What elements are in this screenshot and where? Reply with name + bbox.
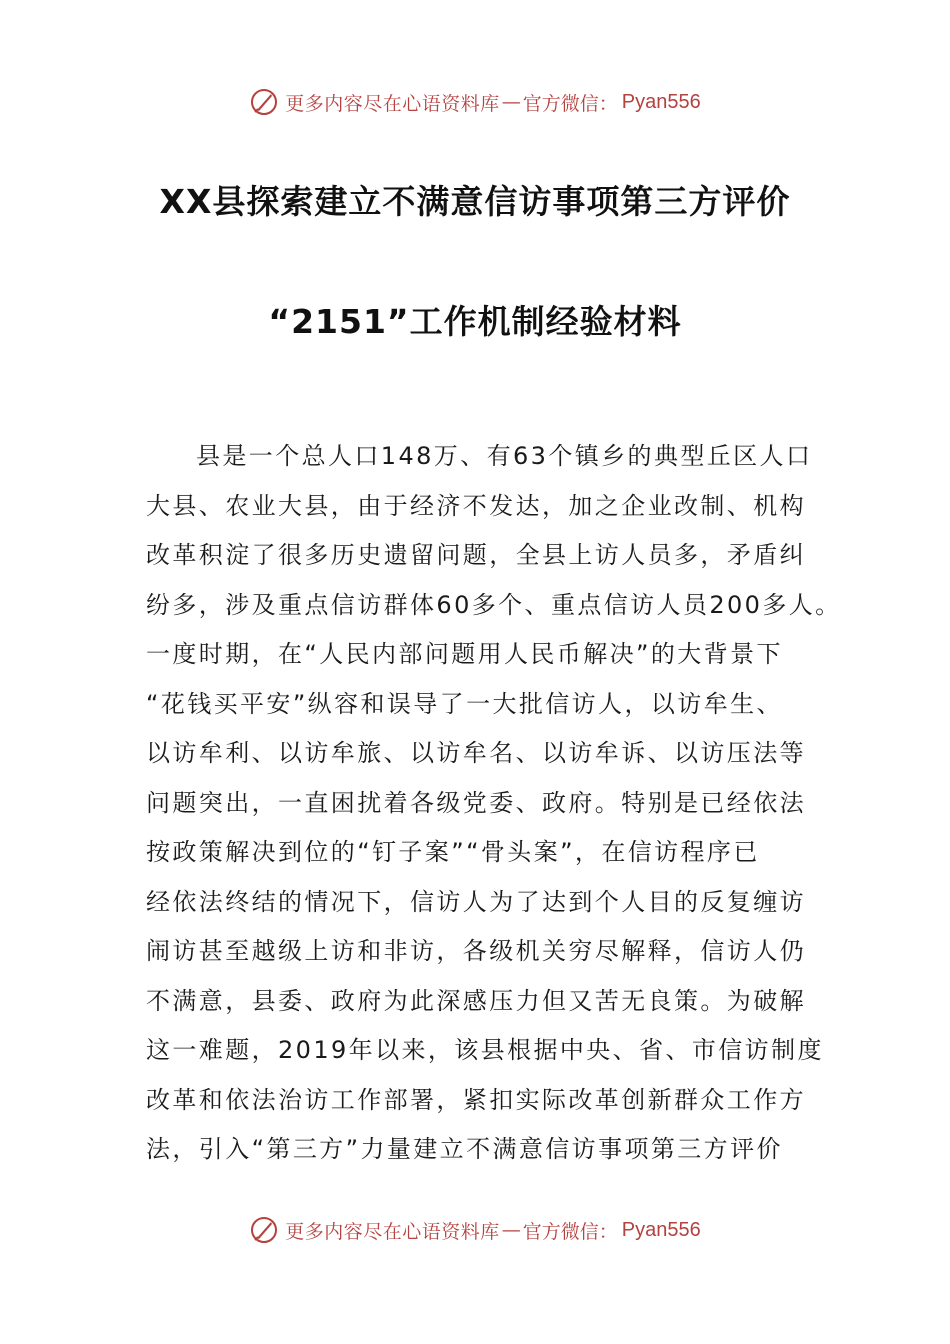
footer-banner <box>0 1210 950 1250</box>
paragraph-line: 改革积淀了很多历史遗留问题，全县上访人员多，矛盾纠 <box>146 541 806 569</box>
document-title-line-1: XX县探索建立不满意信访事项第三方评价 <box>159 182 791 221</box>
paragraph-line: 不满意，县委、政府为此深感压力但又苦无良策。为破解 <box>146 986 806 1015</box>
paragraph-line: 改革和依法治访工作部署，紧扣实际改革创新群众工作方 <box>146 1085 806 1114</box>
paragraph-line: 问题突出，一直困扰着各级党委、政府。特别是已经依法 <box>146 788 806 817</box>
paragraph-line: 县是一个总人口148万、有63个镇乡的典型丘区人口 <box>196 442 813 470</box>
quill-logo-icon <box>249 1215 279 1245</box>
quill-logo-icon <box>249 87 279 117</box>
banner-label: 官方微信： <box>522 92 618 115</box>
document-title-line-2: “2151”工作机制经验材料 <box>268 302 682 341</box>
banner-wechat-id: Pyan556 <box>621 90 701 113</box>
banner-wechat-id: Pyan556 <box>621 1218 701 1241</box>
banner-dash: — <box>501 91 521 113</box>
paragraph-line: 以访牟利、以访牟旅、以访牟名、以访牟诉、以访压法等 <box>146 739 806 767</box>
banner-label: 官方微信： <box>522 1220 618 1243</box>
banner-text: 更多内容尽在心语资料库 <box>285 92 500 115</box>
paragraph-line: “花钱买平安”纵容和误导了一大批信访人，以访牟生、 <box>146 689 783 718</box>
paragraph-line: 这一难题，2019年以来，该县根据中央、省、市信访制度 <box>146 1036 824 1064</box>
paragraph-line: 纷多，涉及重点信访群体60多个、重点信访人员200多人。 <box>146 590 842 619</box>
paragraph-line: 一度时期，在“人民内部问题用人民币解决”的大背景下 <box>146 640 783 668</box>
banner-text: 更多内容尽在心语资料库 <box>285 1220 500 1243</box>
paragraph-line: 经依法终结的情况下，信访人为了达到个人目的反复缠访 <box>146 887 806 916</box>
banner-dash: — <box>501 1219 521 1241</box>
paragraph-line: 法，引入“第三方”力量建立不满意信访事项第三方评价 <box>146 1135 783 1163</box>
paragraph-line: 闹访甚至越级上访和非访，各级机关穷尽解释，信访人仍 <box>146 937 806 965</box>
body-paragraph <box>146 432 842 1175</box>
paragraph-line: 大县、农业大县，由于经济不发达，加之企业改制、机构 <box>146 491 806 520</box>
header-banner <box>0 82 950 122</box>
paragraph-line: 按政策解决到位的“钉子案”“骨头案”，在信访程序已 <box>146 838 760 866</box>
